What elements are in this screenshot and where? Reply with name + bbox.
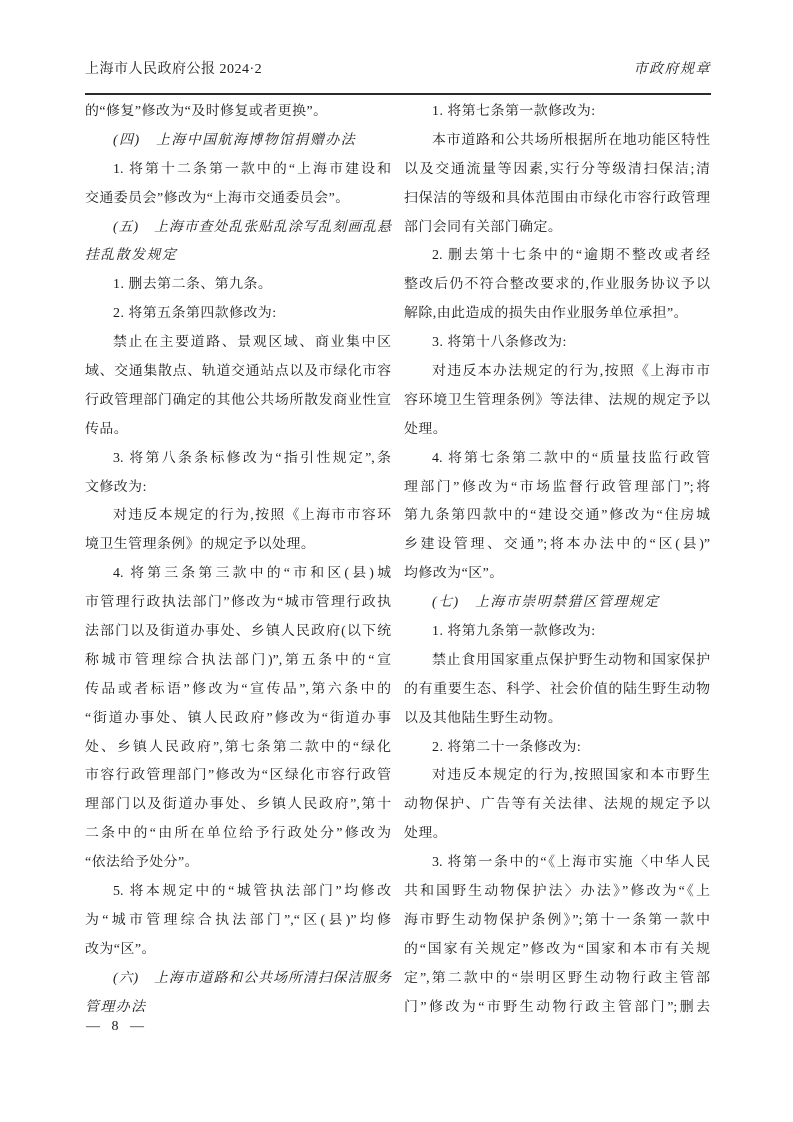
text-line: 的“国家有关规定”修改为“国家和本市有关规 [404, 941, 710, 957]
gazette-title: 上海市人民政府公报 2024·2 [85, 62, 263, 77]
left-column [85, 98, 391, 1023]
text-line: 整改后仍不符合整改要求的,作业服务协议予以 [404, 277, 710, 293]
text-line: 海市野生动物保护条例》”;第十一条第一款中 [404, 912, 710, 928]
text-line: 容环境卫生管理条例》等法律、法规的规定予以 [404, 392, 710, 408]
text-line: (四) 上海中国航海博物馆捐赠办法 [113, 132, 357, 148]
text-line: 法部门以及街道办事处、乡镇人民政府(以下统 [85, 624, 391, 640]
text-line: 二条中的“由所在单位给予行政处分”修改为 [85, 826, 391, 842]
text-line: 以及其他陆生野生动物。 [404, 710, 563, 726]
text-line: 定”,第二款中的“崇明区野生动物行政主管部 [404, 970, 710, 986]
text-line: 2. 将第二十一条修改为: [432, 739, 582, 755]
text-line: 处理。 [404, 826, 448, 842]
text-line: 3. 将第八条条标修改为“指引性规定”,条 [113, 450, 391, 466]
text-line: 禁止在主要道路、景观区域、商业集中区 [113, 335, 391, 351]
text-line: 4. 将第三条第三款中的“市和区(县)城 [113, 566, 391, 582]
text-line: 共和国野生动物保护法〉办法》”修改为“《上 [404, 884, 710, 900]
text-line: 3. 将第十八条修改为: [432, 335, 567, 351]
text-line: 对违反本办法规定的行为,按照《上海市市 [432, 364, 710, 380]
text-line: 市容行政管理部门”修改为“区绿化市容行政管 [85, 768, 391, 784]
text-line: 境卫生管理条例》的规定予以处理。 [85, 537, 316, 553]
text-line: 2. 删去第十七条中的“逾期不整改或者经 [432, 248, 710, 264]
text-line: (六) 上海市道路和公共场所清扫保洁服务 [113, 970, 391, 986]
text-line: 第九条第四款中的“建设交通”修改为“住房城 [404, 508, 710, 524]
text-line: 域、交通集散点、轨道交通站点以及市绿化市容 [85, 364, 391, 380]
text-line: 部门会同有关部门确定。 [404, 219, 563, 235]
text-line: 1. 将第七条第一款修改为: [432, 104, 596, 119]
page-footer [86, 1019, 148, 1035]
text-line: 1. 将第十二条第一款中的“上海市建设和 [113, 161, 391, 177]
text-line: 5. 将本规定中的“城管执法部门”均修改 [113, 884, 391, 900]
text-line: 1. 将第九条第一款修改为: [432, 624, 596, 640]
text-line: 扫保洁的等级和具体范围由市绿化市容行政管理 [404, 190, 710, 206]
text-line: 4. 将第七条第二款中的“质量技监行政管 [432, 450, 710, 466]
text-line: 交通委员会”修改为“上海市交通委员会”。 [85, 190, 350, 206]
text-line: 管理办法 [85, 999, 147, 1015]
text-line: 挂乱散发规定 [85, 248, 178, 264]
text-line: 传品。 [85, 421, 129, 437]
text-line: “街道办事处、镇人民政府”修改为“街道办事 [85, 710, 391, 726]
right-column [404, 98, 710, 1023]
text-line: 理部门”修改为“市场监督行政管理部门”;将 [404, 479, 710, 495]
text-line: 动物保护、广告等有关法律、法规的规定予以 [404, 797, 710, 813]
text-line: 禁止食用国家重点保护野生动物和国家保护 [432, 652, 710, 668]
text-line: 的有重要生态、科学、社会价值的陆生野生动物 [404, 681, 710, 697]
text-line: 对违反本规定的行为,按照国家和本市野生 [432, 768, 710, 784]
text-line: 门”修改为“市野生动物行政主管部门”;删去 [404, 999, 710, 1015]
text-line: 市管理行政执法部门”修改为“城市管理行政执 [85, 595, 391, 611]
text-line: 处、乡镇人民政府”,第七条第二款中的“绿化 [85, 739, 391, 755]
text-line: 行政管理部门确定的其他公共场所散发商业性宣 [85, 392, 391, 408]
text-line: 为“城市管理综合执法部门”,“区(县)”均修 [85, 912, 391, 928]
text-line: 以及交通流量等因素,实行分等级清扫保洁;清 [404, 161, 710, 177]
header-rule [85, 93, 711, 95]
text-line: (七) 上海市崇明禁猎区管理规定 [432, 595, 660, 611]
text-line: 理部门以及街道办事处、乡镇人民政府”,第十 [85, 797, 391, 813]
text-line: 文修改为: [85, 479, 147, 495]
text-line: 传品或者标语”修改为“宣传品”,第六条中的 [85, 681, 391, 697]
text-line: 改为“区”。 [85, 941, 156, 957]
text-line: 处理。 [404, 421, 448, 437]
text-line: 2. 将第五条第四款修改为: [113, 306, 277, 322]
text-line: 解除,由此造成的损失由作业服务单位承担”。 [404, 306, 689, 322]
page-number: — 8 — [86, 1019, 148, 1034]
text-line: 本市道路和公共场所根据所在地功能区特性 [432, 132, 710, 148]
text-line: 均修改为“区”。 [404, 566, 504, 582]
text-line: 3. 将第一条中的“《上海市实施〈中华人民 [432, 855, 710, 871]
text-line: “依法给予处分”。 [85, 855, 200, 871]
text-line: 1. 删去第二条、第九条。 [113, 277, 273, 293]
text-line: 称城市管理综合执法部门)”,第五条中的“宣 [85, 652, 391, 668]
text-line: 对违反本规定的行为,按照《上海市市容环 [113, 508, 391, 524]
text-line: 乡建设管理、交通”;将本办法中的“区(县)” [404, 537, 710, 553]
section-title: 市政府规章 [633, 62, 711, 77]
text-line: 的“修复”修改为“及时修复或者更换”。 [85, 104, 328, 119]
text-line: (五) 上海市查处乱张贴乱涂写乱刻画乱悬 [113, 219, 391, 235]
page-header [85, 58, 711, 78]
